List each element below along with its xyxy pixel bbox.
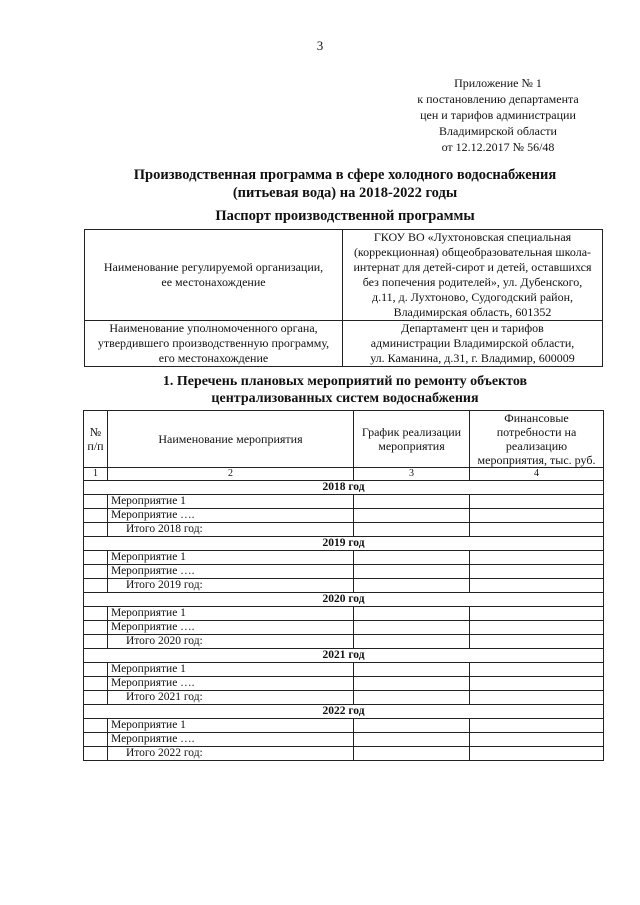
passport-row [85,321,603,367]
cell-schedule [354,663,470,677]
total-row [84,523,604,537]
header-schedule: График реализации мероприятия [354,411,470,468]
table-row [84,495,604,509]
cell-name: Итого 2019 год: [108,579,354,593]
table-row [84,677,604,691]
document-title [60,166,630,202]
passport-heading: Паспорт производственной программы [215,208,475,224]
cell-finance [470,509,604,523]
cell-finance [470,621,604,635]
cell-schedule [354,621,470,635]
cell-number [84,551,108,565]
cell-schedule [354,565,470,579]
cell-finance [470,719,604,733]
cell-name: Итого 2018 год: [108,523,354,537]
cell-number [84,691,108,705]
cell-name: Мероприятие 1 [108,663,354,677]
cell-name: Итого 2020 год: [108,635,354,649]
table-row [84,565,604,579]
year-label: 2018 год [84,481,604,495]
section-heading: 1. Перечень плановых мероприятий по ремонту объектов централизованных систем водоснабжения [162,374,528,406]
year-row [84,481,604,495]
year-row [84,649,604,663]
cell-schedule [354,733,470,747]
cell-schedule [354,523,470,537]
cell-finance [470,663,604,677]
header-finance: Финансовые потребности на реализацию мероприятия, тыс. руб. [470,411,604,468]
total-row [84,579,604,593]
year-row [84,705,604,719]
cell-finance [470,677,604,691]
plan-table [83,410,604,761]
year-row [84,593,604,607]
header-name: Наименование мероприятия [108,411,354,468]
appendix-line: от 12.12.2017 № 56/48 [441,140,555,154]
cell-name: Мероприятие 1 [108,551,354,565]
cell-name: Итого 2021 год: [108,691,354,705]
table-row [84,607,604,621]
cell-finance [470,579,604,593]
cell-schedule [354,607,470,621]
table-row [84,719,604,733]
cell-number [84,509,108,523]
cell-finance [470,551,604,565]
passport-value: Департамент цен и тарифов администрации Владимирской области, ул. Каманина, д.31, г. Владимир, 600009 [343,321,603,367]
cell-schedule [354,495,470,509]
appendix-line: к постановлению департамента [417,92,579,106]
year-label: 2019 год [84,537,604,551]
table-row [84,733,604,747]
cell-name: Мероприятие …. [108,677,354,691]
year-label: 2020 год [84,593,604,607]
cell-name: Мероприятие …. [108,733,354,747]
table-row [84,509,604,523]
year-row [84,537,604,551]
cell-number [84,495,108,509]
cell-name: Мероприятие 1 [108,495,354,509]
year-label: 2022 год [84,705,604,719]
cell-name: Мероприятие 1 [108,719,354,733]
cell-number [84,523,108,537]
cell-number [84,677,108,691]
appendix-block [398,75,598,155]
cell-schedule [354,747,470,761]
passport-label: Наименование регулируемой организации, ее местонахождение [85,230,343,321]
cell-finance [470,691,604,705]
cell-number [84,719,108,733]
cell-schedule [354,677,470,691]
table-row [84,551,604,565]
cell-number [84,621,108,635]
passport-table [84,229,603,367]
header-number: № п/п [84,411,108,468]
cell-schedule [354,509,470,523]
appendix-line: цен и тарифов администрации [420,108,576,122]
passport-label: Наименование уполномоченного органа, утвердившего производственную программу, его местонахождение [85,321,343,367]
title-line: (питьевая вода) на 2018-2022 годы [232,185,458,201]
cell-finance [470,565,604,579]
cell-name: Мероприятие …. [108,565,354,579]
cell-schedule [354,691,470,705]
cell-name: Мероприятие 1 [108,607,354,621]
year-label: 2021 год [84,649,604,663]
appendix-line: Приложение № 1 [454,76,542,90]
cell-number [84,663,108,677]
total-row [84,635,604,649]
passport-value: ГКОУ ВО «Лухтоновская специальная (коррекционная) общеобразовательная школа- интернат для детей-сирот и детей, оставшихся без попечения родителей», ул. Дубенского, д.11, д. Лухтоново, Судогодский район, Владимирская область, 601352 [343,230,603,321]
cell-finance [470,635,604,649]
cell-finance [470,733,604,747]
cell-name: Итого 2022 год: [108,747,354,761]
cell-name: Мероприятие …. [108,621,354,635]
year-rows [84,481,604,761]
cell-number [84,747,108,761]
page-number: 3 [316,38,324,53]
cell-finance [470,607,604,621]
cell-finance [470,495,604,509]
passport-row [85,230,603,321]
plan-header-row [84,411,604,468]
title-line: Производственная программа в сфере холодного водоснабжения [133,167,557,183]
cell-number [84,579,108,593]
cell-finance [470,523,604,537]
table-row [84,621,604,635]
total-row [84,691,604,705]
appendix-line: Владимирской области [439,124,557,138]
cell-number [84,565,108,579]
cell-name: Мероприятие …. [108,509,354,523]
cell-number [84,733,108,747]
cell-finance [470,747,604,761]
cell-schedule [354,719,470,733]
cell-schedule [354,551,470,565]
column-number-row: 1 2 3 4 [84,468,604,481]
cell-schedule [354,635,470,649]
cell-number [84,607,108,621]
cell-number [84,635,108,649]
table-row [84,663,604,677]
cell-schedule [354,579,470,593]
total-row [84,747,604,761]
